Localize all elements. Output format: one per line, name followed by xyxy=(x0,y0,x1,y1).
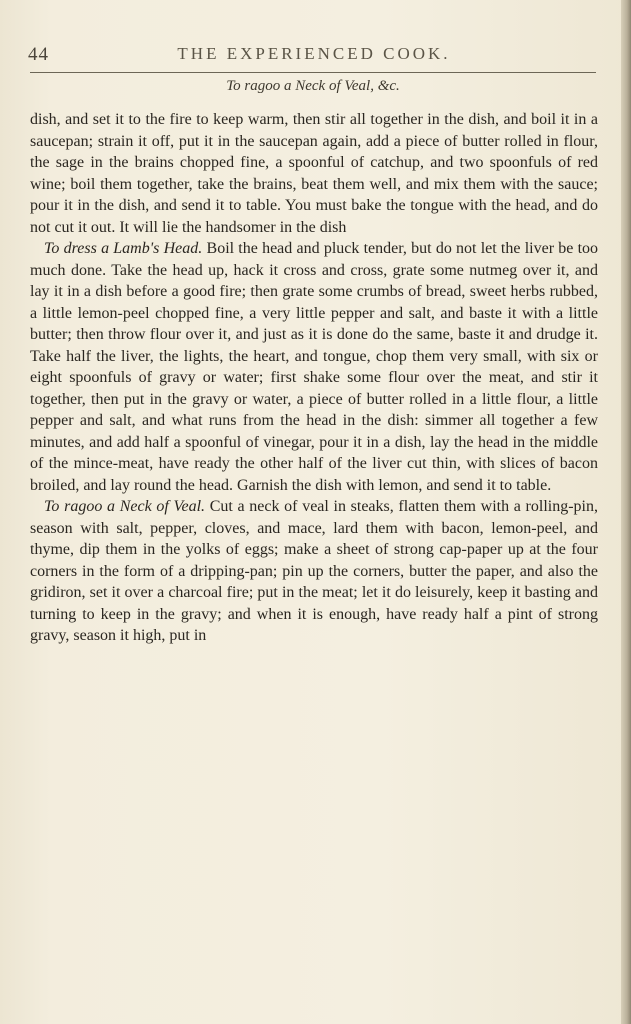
page-edge-shadow xyxy=(621,0,631,1024)
paragraph-text: Boil the head and pluck tender, but do not let the liver be too much done. Take the head up, hack it cross and cross, grate some nutmeg over it, and lay it in a dish before a good fire; then grate some crumbs of bread, sweet herbs rubbed, a little lemon-peel chopped fine, a very little pepper and salt, and baste it with a little butter; then throw flour over it, and just as it is done do the same, baste it and drudge it. Take half the liver, the lights, the heart, and tongue, chop them very small, with six or eight spoonfuls of gravy or water; first shake some flour over the meat, and stir it together, then put in the gravy or water, a piece of butter rolled in a little flour, a little pepper and salt, and what runs from the head in the dish: simmer all together a few minutes, and add half a spoonful of vinegar, pour it in a dish, lay the head in the middle of the mince-meat, have ready the other half of the liver cut thin, with slices of bacon broiled, and lay round the head. Garnish the dish with lemon, and send it to table. xyxy=(30,240,599,494)
paragraph-neck-of-veal xyxy=(30,496,598,647)
paragraph-text: dish, and set it to the fire to keep warm, then stir all together in the dish, and boil it in a saucepan; strain it off, put it in the saucepan again, add a piece of butter rolled in flour, the sage in the brains chopped fine, a spoonful of catchup, and two spoonfuls of red wine; boil them together, take the brains, beat them well, and mix them with the sauce; pour it in the dish, and send it to table. You must bake the tongue with the head, and do not cut it out. It will lie the handsomer in the dish xyxy=(30,111,598,236)
paragraph-continuation xyxy=(30,109,598,238)
body-text xyxy=(30,109,598,647)
paragraph-text: Cut a neck of veal in steaks, flatten them with a rolling-pin, season with salt, pepper, cloves, and mace, lard them with bacon, lemon-peel, and thyme, dip them in the yolks of eggs; make a sheet of strong cap-paper up at the four corners in the form of a dripping-pan; pin up the corners, butter the paper, and also the gridiron, set it over a charcoal fire; put in the meat; let it do leisurely, keep it basting and turning to keep in the gravy; and when it is enough, have ready half a pint of strong gravy, season it high, put in xyxy=(30,498,598,644)
header-rule xyxy=(30,72,596,73)
section-subheading: To ragoo a Neck of Veal, &c. xyxy=(226,78,400,94)
running-title: THE EXPERIENCED COOK. xyxy=(177,44,451,63)
recipe-title: To ragoo a Neck of Veal. xyxy=(44,498,206,515)
paragraph-lambs-head xyxy=(30,238,598,496)
recipe-title: To dress a Lamb's Head. xyxy=(44,240,203,257)
page-header xyxy=(28,44,600,72)
page-number: 44 xyxy=(28,44,49,65)
